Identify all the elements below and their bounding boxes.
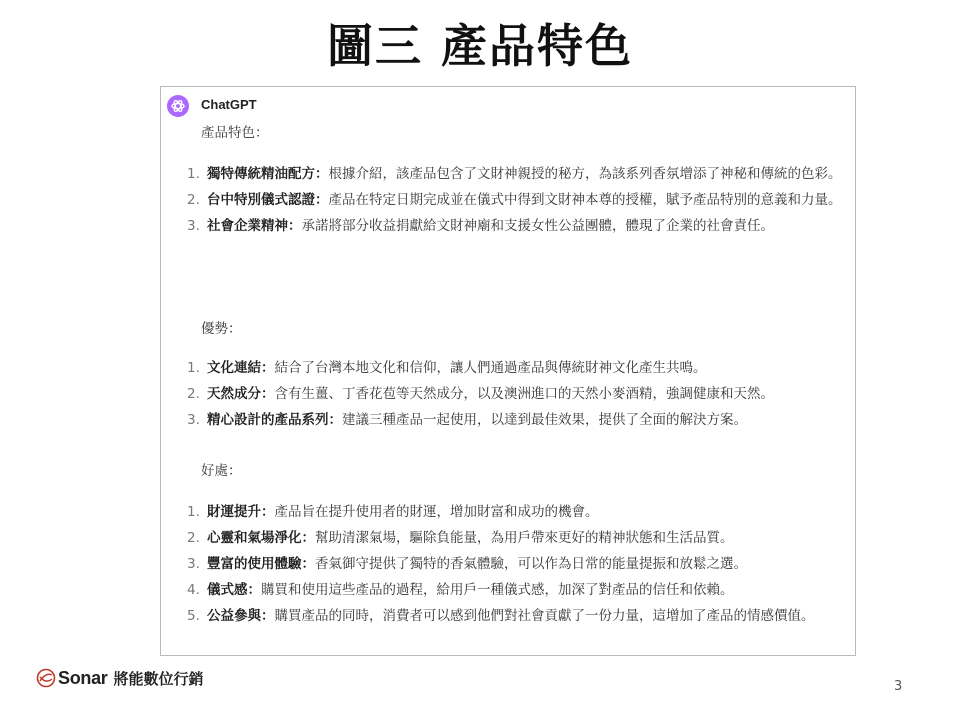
chat-screenshot — [160, 86, 856, 656]
brand-logo — [36, 665, 204, 691]
list-item: 3. 社會企業精神：承諾將部分收益捐獻給文財神廟和支援女性公益團體，體現了企業的社會責任。 — [187, 218, 774, 234]
list-item: 1. 財運提升：產品旨在提升使用者的財運，增加財富和成功的機會。 — [187, 504, 599, 520]
benefits-heading: 好處： — [201, 463, 242, 479]
openai-logo-icon — [167, 95, 189, 117]
sonar-logo-icon — [36, 668, 56, 688]
features-heading: 產品特色： — [201, 125, 269, 141]
advantages-heading: 優勢： — [201, 321, 242, 337]
slide-title: 圖三 產品特色 — [326, 19, 633, 73]
page-number: 3 — [894, 679, 903, 694]
list-item: 2. 心靈和氣場淨化：幫助清潔氣場，驅除負能量，為用戶帶來更好的精神狀態和生活品質。 — [187, 530, 734, 546]
list-item: 2. 天然成分：含有生薑、丁香花苞等天然成分，以及澳洲進口的天然小麥酒精，強調健康和天然。 — [187, 386, 774, 402]
sender-name: ChatGPT — [201, 97, 257, 112]
benefits-list — [183, 499, 843, 629]
list-item: 3. 精心設計的產品系列：建議三種產品一起使用，以達到最佳效果，提供了全面的解決方案。 — [187, 412, 747, 428]
brand-name: Sonar — [58, 667, 108, 688]
list-item: 1. 文化連結：結合了台灣本地文化和信仰，讓人們通過產品與傳統財神文化產生共鳴。 — [187, 360, 707, 376]
list-item: 4. 儀式感：購買和使用這些產品的過程，給用戶一種儀式感，加深了對產品的信任和依賴。 — [187, 582, 734, 598]
list-item: 3. 豐富的使用體驗：香氣御守提供了獨特的香氣體驗，可以作為日常的能量提振和放鬆之選。 — [187, 556, 747, 572]
brand-subtitle: 將能數位行銷 — [113, 669, 204, 688]
list-item: 2. 台中特別儀式認證：產品在特定日期完成並在儀式中得到文財神本尊的授權，賦予產品特別的意義和力量。 — [187, 192, 842, 208]
list-item: 1. 獨特傳統精油配方：根據介紹，該產品包含了文財神親授的秘方，為該系列香氛增添了神秘和傳統的色彩。 — [187, 166, 842, 182]
list-item: 5. 公益參與：購買產品的同時，消費者可以感到他們對社會貢獻了一份力量，這增加了產品的情感價值。 — [187, 608, 815, 624]
features-list — [183, 161, 843, 239]
advantages-list — [183, 355, 843, 433]
